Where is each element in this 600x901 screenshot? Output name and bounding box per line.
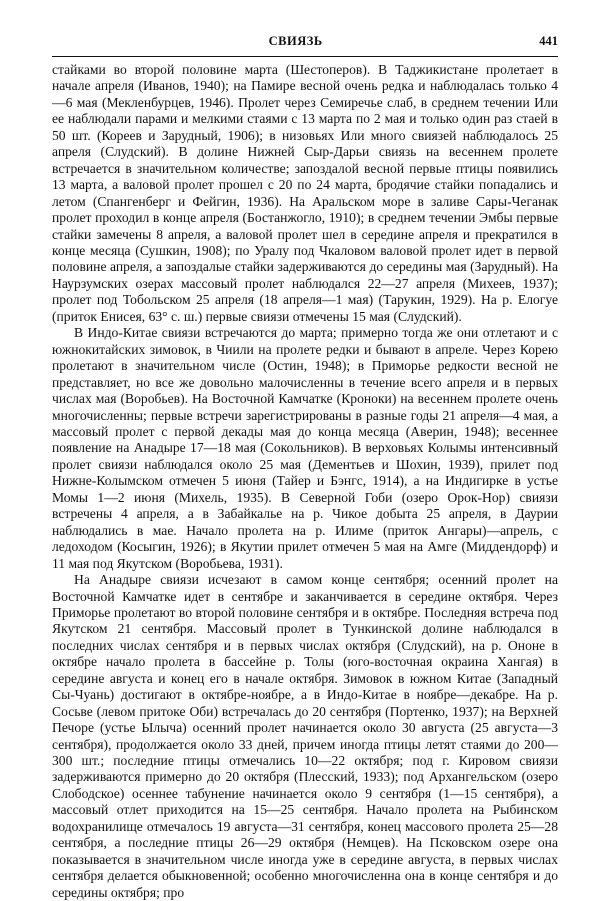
paragraph-continued: стайками во второй половине марта (Шестоперов). В Таджикистане пролетает в начале апреля (Иванов, 1940); на Памире весной очень редка и наблюдалась только 4—6 мая (Мекленбурцев, 1946). Пролет через Семиречье слаб, в среднем течении Или ее наблюдали парами и мелкими стаями с 13 марта по 2 мая и только один раз стаей в 50 шт. (Кореев и Зарудный, 1906); в низовьях Или много свиязей наблюдалось 25 апреля (Слудский). В долине Нижней Сыр-Дарьи свиязь на весеннем пролете встречается в значительном количестве; запоздалой весной первые птицы появились 13 марта, а валовой пролет прошел с 20 по 24 марта, бродячие стайки попадались и летом (Спангенберг и Фейгин, 1936). На Аральском море в заливе Сары-Чеганак пролет проходил в конце апреля (Бостанжогло, 1910); в среднем течении Эмбы первые стайки замечены 8 апреля, а валовой пролет шел в середине апреля и прекратился в конце месяца (Сушкин, 1908); по Уралу под Чкаловом валовой пролет идет в первой половине апреля, а запоздалые стайки задерживаются до середины мая (Зарудный). На Наурзумских озерах массовый пролет наблюдался 22—27 апреля (Михеев, 1937); пролет под Тобольском 25 апреля (18 апреля—1 мая) (Тарукин, 1929). На р. Елогуе (приток Енисея, 63° с. ш.) первые свиязи отмечены 15 мая (Слудский).: [52, 62, 558, 324]
running-header: [52, 34, 558, 54]
paragraph-indochina-spring: В Индо-Китае свиязи встречаются до марта; примерно тогда же они отлетают и с южнокитайских зимовок, в Чиили на пролете редки и бывают в апреле. Через Корею пролетают в значительном числе (Остин, 1948); в Приморье редкости весной не представляет, но все же довольно малочисленны в течение всего апреля и в первых числах мая (Воробьев). На Восточной Камчатке (Кроноки) на весеннем пролете очень многочисленны; первые встречи зарегистрированы в разные годы 21 апреля—4 мая, а массовый пролет с первой декады мая до конца месяца (Аверин, 1948); весеннее появление на Анадыре 17—18 мая (Сокольников). В верховьях Колымы интенсивный пролет свиязи наблюдался около 25 мая (Дементьев и Шохин, 1939), прилет под Нижне-Колымском отмечен 5 июня (Тайер и Бэнгс, 1914), а на Индигирке в устье Момы 1—2 июня (Михель, 1935). В Северной Гоби (озеро Орок-Нор) свиязи встречены 4 апреля, а в Забайкалье на р. Чикое добыта 25 апреля, в Даурии наблюдались в мае. Начало пролета на р. Илиме (приток Ангары)—апрель, с ледоходом (Косыгин, 1926); в Якутии прилет отмечен 5 мая на Амге (Миддендорф) и 11 мая под Якутском (Воробьева, 1931).: [52, 325, 558, 571]
header-rule: [52, 56, 558, 57]
body-text: [52, 62, 558, 901]
running-title: СВИЯЗЬ: [268, 34, 323, 48]
page-number: 441: [539, 34, 558, 48]
paragraph-autumn-migration: На Анадыре свиязи исчезают в самом конце сентября; осенний пролет на Восточной Камчатке идет в сентябре и заканчивается в середине октября. Через Приморье пролетают во второй половине сентября и в октябре. Последняя встреча под Якутском 21 сентября. Массовый пролет в Тункинской долине наблюдался в последних числах сентября и в первых числах октября (Слудский), на р. Ононе в октябре начало пролета в бассейне р. Толы (юго-восточная окраина Хангая) в середине августа и конец его в начале октября. Зимовок в южном Китае (Западный Сы-Чуань) достигают в октябре-ноябре, а в Индо-Китае в ноябре—декабре. На р. Сосьве (левом притоке Оби) встречалась до 20 сентября (Портенко, 1937); на Верхней Печоре (устье Ылыча) осенний пролет начинается около 30 августа (25 августа—3 сентября), продолжается около 33 дней, причем иногда птицы летят стаями до 200—300 шт.; последние птицы отмечались 10—22 октября; под г. Кировом свиязи задерживаются примерно до 20 октября (Плесский, 1933); под Архангельском (озеро Слободское) осеннее табунение начинается около 9 сентября (1—15 сентября), а массовый отлет приходится на 15—25 сентября. Начало пролета на Рыбинском водохранилище отмечалось 19 августа—31 сентября, конец массового пролета 25—28 сентября, а последние птицы 26—29 октября (Немцев). На Псковском озере она показывается в значительном числе иногда уже в середине августа, в первых числах сентября делается обыкновенной; особенно многочисленна она в конце сентября и до середины октября; про: [52, 572, 558, 900]
